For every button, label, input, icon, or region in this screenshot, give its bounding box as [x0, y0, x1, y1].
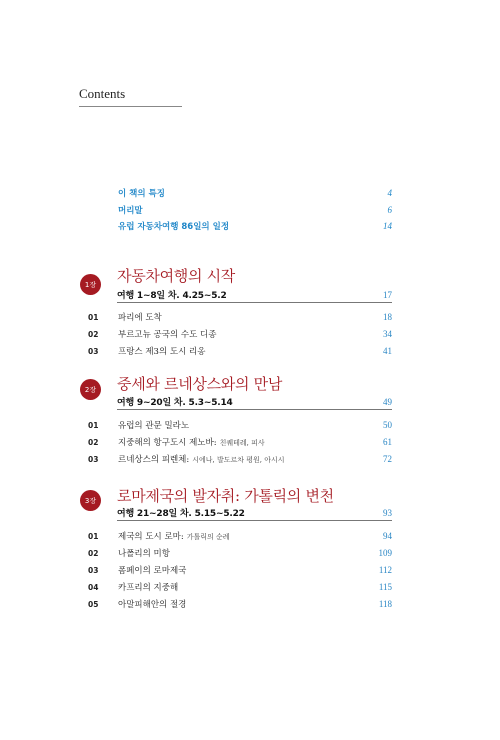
entry-number: 02	[88, 437, 99, 447]
prelim-page: 14	[383, 221, 392, 231]
entry-title: 부르고뉴 공국의 수도 디종	[118, 330, 217, 340]
entry-title: 아말피해안의 절경	[118, 600, 187, 610]
entry-number: 05	[88, 599, 99, 609]
toc-entry[interactable]	[88, 435, 392, 449]
entry-page: 94	[383, 531, 392, 541]
entry-title: 파리에 도착	[118, 313, 162, 323]
entry-number: 01	[88, 531, 99, 541]
entry-page: 72	[383, 454, 392, 464]
chapter-badge: 1장	[80, 274, 101, 295]
entry-page: 61	[383, 437, 392, 447]
entry-number: 02	[88, 548, 99, 558]
toc-entry[interactable]	[88, 563, 392, 577]
trip-page: 49	[383, 396, 392, 407]
prelim-item[interactable]	[118, 186, 392, 200]
entry-number: 01	[88, 312, 99, 322]
entry-page: 18	[383, 312, 392, 322]
chapter-title[interactable]: 중세와 르네상스와의 만남	[117, 375, 283, 393]
chapter-trip-row[interactable]	[117, 505, 392, 521]
entry-number: 01	[88, 420, 99, 430]
entry-page: 115	[378, 582, 392, 592]
entry-title: 프랑스 제3의 도시 리옹	[118, 347, 206, 357]
prelim-item[interactable]	[118, 219, 392, 233]
toc-entry[interactable]	[88, 546, 392, 560]
prelim-page: 4	[387, 188, 392, 198]
entry-subtitle: 가톨릭의 순례	[186, 533, 230, 541]
trip-page: 93	[383, 507, 392, 518]
toc-entry[interactable]	[88, 310, 392, 324]
entry-number: 03	[88, 565, 99, 575]
toc-entry[interactable]	[88, 327, 392, 341]
toc-entry[interactable]	[88, 580, 392, 594]
toc-entry[interactable]	[88, 452, 392, 466]
chapter-trip-row[interactable]	[117, 394, 392, 410]
prelim-title: 머리말	[118, 206, 143, 216]
entry-page: 112	[378, 565, 392, 575]
trip-page: 17	[383, 289, 392, 300]
heading-rule	[79, 106, 182, 107]
entry-title: 유럽의 관문 밀라노	[118, 421, 190, 431]
entry-title: 르네상스의 피렌체: 시에나, 발도르차 평원, 아시시	[118, 455, 285, 465]
entry-page: 41	[383, 346, 392, 356]
chapter-title[interactable]: 로마제국의 발자취: 가톨릭의 변천	[117, 487, 334, 505]
toc-entry[interactable]	[88, 529, 392, 543]
entry-number: 03	[88, 346, 99, 356]
prelim-title: 이 책의 특징	[118, 189, 165, 199]
prelim-page: 6	[387, 205, 392, 215]
entry-page: 50	[383, 420, 392, 430]
toc-entry[interactable]	[88, 597, 392, 611]
entry-subtitle: 친퀘테레, 피사	[219, 439, 265, 447]
toc-entry[interactable]	[88, 344, 392, 358]
prelim-title: 유럽 자동차여행 86일의 일정	[118, 222, 230, 232]
entry-page: 118	[378, 599, 392, 609]
trip-label: 여행 9~20일 차. 5.3~5.14	[117, 398, 233, 408]
chapter-badge: 2장	[80, 379, 101, 400]
entry-title: 지중해의 항구도시 제노바: 친퀘테레, 피사	[118, 438, 265, 448]
contents-heading: Contents	[79, 86, 126, 101]
entry-page: 34	[383, 329, 392, 339]
chapter-title[interactable]: 자동차여행의 시작	[117, 267, 235, 285]
entry-number: 04	[88, 582, 99, 592]
entry-number: 03	[88, 454, 99, 464]
prelim-item[interactable]	[118, 203, 392, 217]
entry-title: 폼페이의 로마제국	[118, 566, 187, 576]
chapter-trip-row[interactable]	[117, 287, 392, 303]
entry-title: 나폴리의 미항	[118, 549, 170, 559]
entry-number: 02	[88, 329, 99, 339]
trip-label: 여행 1~8일 차. 4.25~5.2	[117, 291, 227, 301]
entry-title: 카프리의 지중해	[118, 583, 179, 593]
entry-page: 109	[378, 548, 392, 558]
entry-title: 제국의 도시 로마: 가톨릭의 순례	[118, 532, 230, 542]
chapter-badge: 3장	[80, 490, 101, 511]
trip-label: 여행 21~28일 차. 5.15~5.22	[117, 509, 245, 519]
toc-entry[interactable]	[88, 418, 392, 432]
entry-subtitle: 시에나, 발도르차 평원, 아시시	[192, 456, 285, 464]
